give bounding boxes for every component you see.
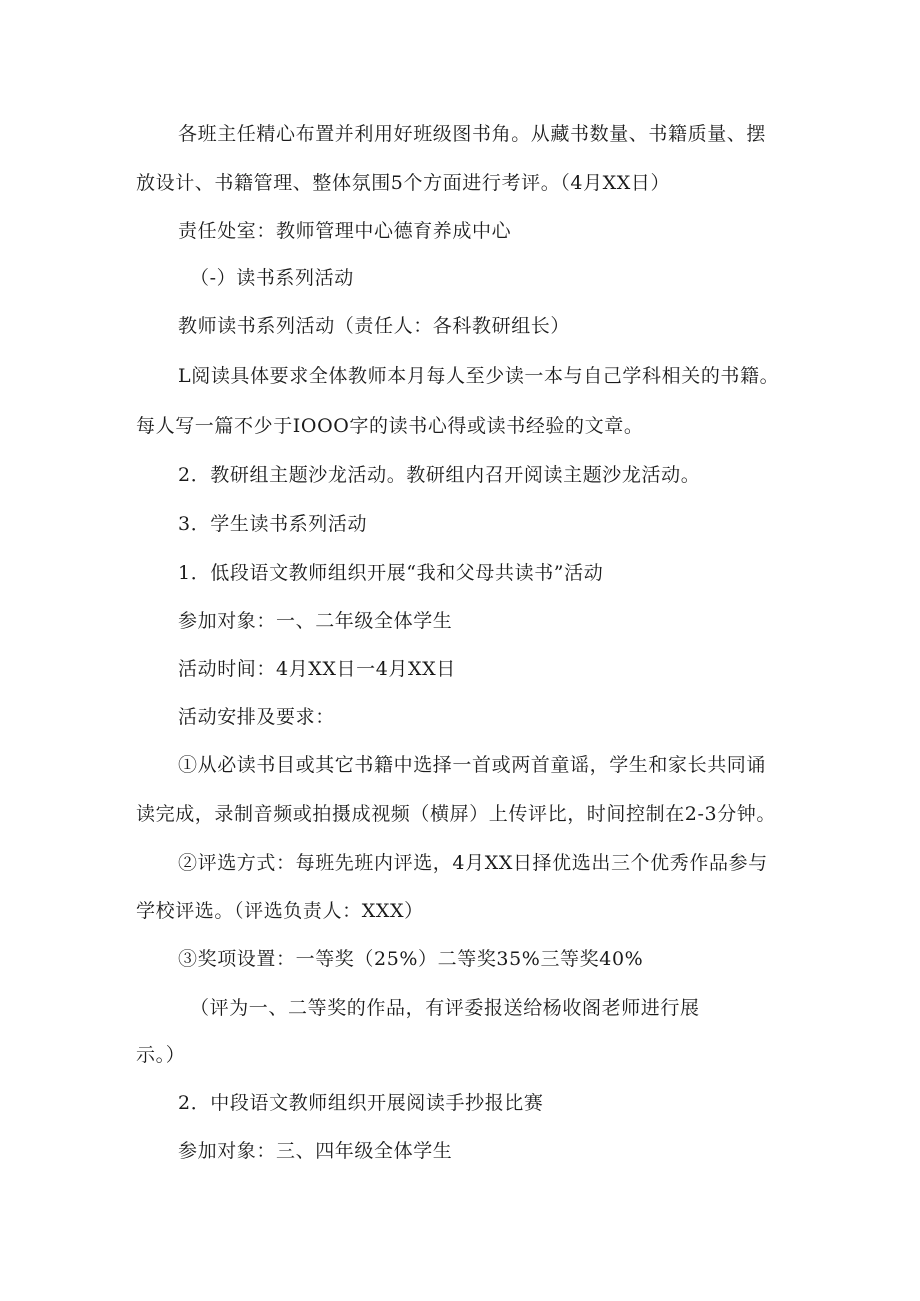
section-heading: （-）读书系列活动 — [190, 267, 354, 289]
paragraph-line: 参加对象：一、二年级全体学生 — [178, 610, 453, 632]
paragraph-line: 活动安排及要求： — [178, 706, 335, 728]
paragraph-line: 参加对象：三、四年级全体学生 — [178, 1140, 453, 1162]
paragraph-line: 3．学生读书系列活动 — [178, 513, 368, 535]
paragraph-line: 责任处室：教师管理中心德育养成中心 — [178, 220, 512, 242]
paragraph-line: 各班主任精心布置并利用好班级图书角。从藏书数量、书籍质量、摆 — [178, 123, 767, 145]
paragraph-line: ②评选方式：每班先班内评选，4月XX日择优选出三个优秀作品参与 — [178, 852, 768, 874]
paragraph-line: 学校评选。（评选负责人：XXX） — [136, 900, 424, 922]
paragraph-line: ①从必读书目或其它书籍中选择一首或两首童谣，学生和家长共同诵 — [178, 754, 767, 776]
paragraph-line: L阅读具体要求全体教师本月每人至少读一本与自己学科相关的书籍。 — [178, 365, 780, 387]
paragraph-line: 2．教研组主题沙龙活动。教研组内召开阅读主题沙龙活动。 — [178, 464, 701, 486]
paragraph-line: 读完成，录制音频或拍摄成视频（横屏）上传评比，时间控制在2-3分钟。 — [136, 803, 776, 825]
paragraph-line: 示。） — [136, 1044, 186, 1066]
paragraph-line: 1．低段语文教师组织开展“我和父母共读书”活动 — [178, 562, 604, 584]
paragraph-line: 教师读书系列活动（责任人：各科教研组长） — [178, 315, 571, 337]
paragraph-line: ③奖项设置：一等奖（25%）二等奖35%三等奖40% — [178, 948, 644, 970]
paragraph-line: 每人写一篇不少于IOOO字的读书心得或读书经验的文章。 — [136, 415, 644, 437]
paragraph-line: 2．中段语文教师组织开展阅读手抄报比赛 — [178, 1092, 544, 1114]
paragraph-line: 放设计、书籍管理、整体氛围5个方面进行考评。（4月XX日） — [136, 172, 671, 194]
paragraph-line: 活动时间：4月XX日一4月XX日 — [178, 658, 456, 680]
paragraph-line: （评为一、二等奖的作品，有评委报送给杨收阁老师进行展 — [190, 997, 700, 1019]
